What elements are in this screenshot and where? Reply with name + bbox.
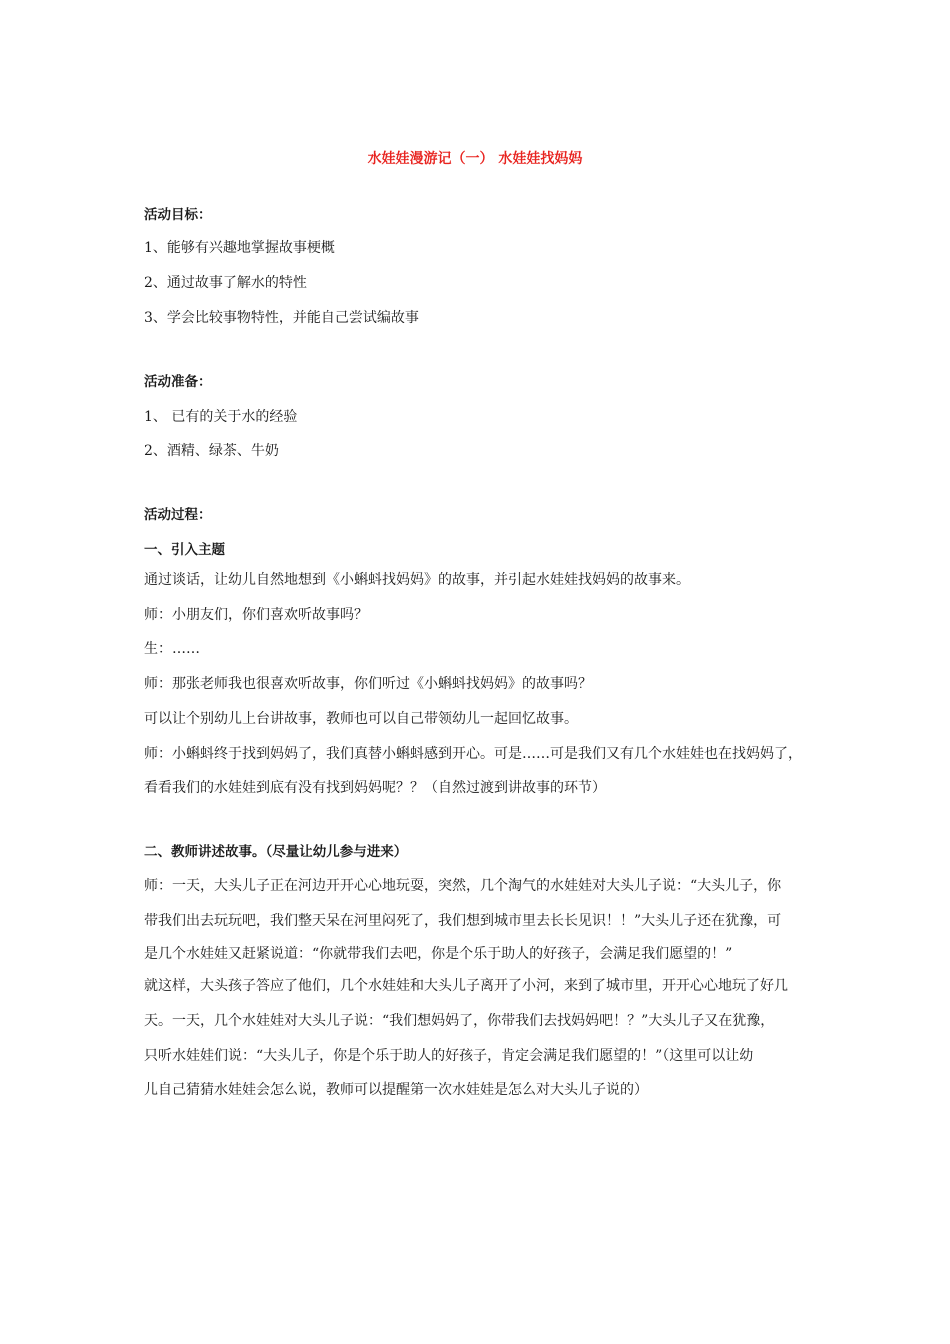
paragraph-line: 儿自己猜猜水娃娃会怎么说，教师可以提醒第一次水娃娃是怎么对大头儿子说的） [144, 1082, 648, 1098]
goals-heading: 活动目标： [144, 207, 212, 223]
paragraph-line: 天。一天，几个水娃娃对大头儿子说：“我们想妈妈了，你带我们去找妈妈吧！？”大头儿子又在犹豫， [144, 1013, 775, 1029]
goal-item: 2、通过故事了解水的特性 [144, 275, 307, 291]
goal-item: 1、能够有兴趣地掌握故事梗概 [144, 240, 335, 256]
preparation-item: 2、酒精、绿茶、牛奶 [144, 443, 279, 459]
paragraph-line: 师：那张老师我也很喜欢听故事，你们听过《小蝌蚪找妈妈》的故事吗？ [144, 676, 592, 692]
document-title: 水娃娃漫游记（一） 水娃娃找妈妈 [367, 151, 583, 167]
section-2-heading: 二、教师讲述故事。（尽量让幼儿参与进来） [144, 844, 408, 860]
preparation-item: 1、 已有的关于水的经验 [144, 409, 298, 425]
paragraph-line: 师：小朋友们，你们喜欢听故事吗？ [144, 607, 368, 623]
process-heading: 活动过程： [144, 507, 212, 523]
goal-item: 3、学会比较事物特性，并能自己尝试编故事 [144, 310, 419, 326]
paragraph-line: 只听水娃娃们说：“大头儿子，你是个乐于助人的好孩子，肯定会满足我们愿望的！”（这里可以让幼 [144, 1048, 754, 1064]
paragraph-line: 通过谈话，让幼儿自然地想到《小蝌蚪找妈妈》的故事，并引起水娃娃找妈妈的故事来。 [144, 572, 690, 588]
paragraph-line: 是几个水娃娃又赶紧说道：“你就带我们去吧，你是个乐于助人的好孩子，会满足我们愿望的！” [144, 946, 733, 962]
paragraph-line: 就这样，大头孩子答应了他们，几个水娃娃和大头儿子离开了小河，来到了城市里，开开心心地玩了好几 [144, 978, 788, 994]
preparation-heading: 活动准备： [144, 374, 212, 390]
paragraph-line: 带我们出去玩玩吧，我们整天呆在河里闷死了，我们想到城市里去长长见识！！”大头儿子还在犹豫，可 [144, 913, 782, 929]
paragraph-line: 可以让个别幼儿上台讲故事，教师也可以自己带领幼儿一起回忆故事。 [144, 711, 578, 727]
paragraph-line: 看看我们的水娃娃到底有没有找到妈妈呢？？（自然过渡到讲故事的环节） [144, 780, 606, 796]
paragraph-line: 生：…… [144, 641, 200, 657]
section-1-heading: 一、引入主题 [144, 542, 225, 558]
paragraph-line: 师：一天，大头儿子正在河边开开心心地玩耍，突然，几个淘气的水娃娃对大头儿子说：“大头儿子，你 [144, 878, 782, 894]
paragraph-line: 师：小蝌蚪终于找到妈妈了，我们真替小蝌蚪感到开心。可是……可是我们又有几个水娃娃也在找妈妈了， [144, 746, 802, 762]
